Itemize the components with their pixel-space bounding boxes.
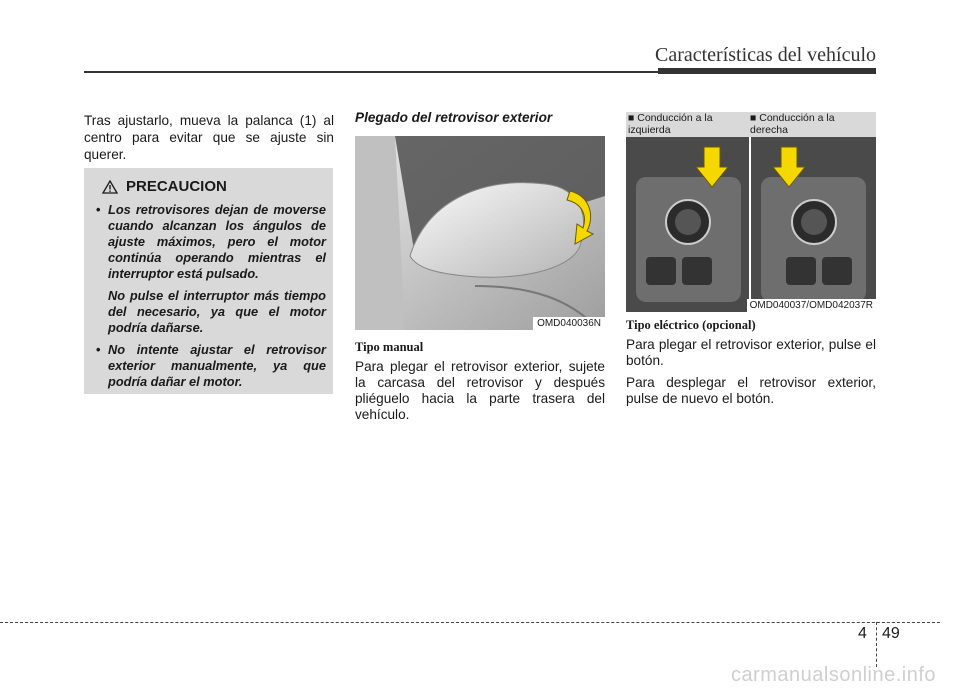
label-left-hand-drive: ■ Conducción a la izquierda [628, 112, 713, 136]
electric-text-unfold: Para desplegar el retrovisor exterior, pulse de nuevo el botón. [626, 375, 876, 406]
caution-heading [102, 178, 227, 195]
manual-section [355, 340, 605, 423]
caution-item: • Los retrovisores dejan de moverse cuando alcanzan los ángulos de ajuste máximos, pero el motor continúa operando mientras el interruptor está pulsado. No pulse el interruptor más tiempo del necesario, ya que el motor podría dañarse. [96, 202, 326, 335]
footer-divider [876, 622, 877, 667]
manual-text: Para plegar el retrovisor exterior, sujete la carcasa del retrovisor y después pliéguelo hacia la parte trasera del vehículo. [355, 359, 605, 422]
section-heading: Plegado del retrovisor exterior [355, 110, 553, 125]
caution-item-text: No intente ajustar el retrovisor exterior manualmente, ya que podría dañar el motor. [108, 342, 326, 389]
electric-section [626, 318, 876, 407]
sub-heading: Tipo manual [355, 340, 424, 354]
mirror-photo [355, 136, 605, 330]
mirror-illustration [355, 136, 605, 330]
caution-item-text: Los retrovisores dejan de moverse cuando alcanzan los ángulos de ajuste máximos, pero el motor continúa operando mientras el interruptor está pulsado. [108, 202, 326, 281]
watermark: carmanualsonline.info [730, 664, 936, 686]
footer-rule [0, 622, 940, 623]
intro-paragraph: Tras ajustarlo, mueva la palanca (1) al centro para evitar que se ajuste sin querer. [84, 113, 334, 162]
chapter-number: 4 [858, 625, 867, 642]
caution-title: PRECAUCION [126, 178, 227, 195]
caution-item: • No intente ajustar el retrovisor exterior manualmente, ya que podría dañar el motor. [96, 342, 326, 389]
image-labels [626, 112, 876, 137]
sub-heading: Tipo eléctrico (opcional) [626, 318, 756, 332]
switch-illustration [626, 137, 876, 312]
column-middle [355, 110, 605, 125]
label-right-hand-drive: ■ Conducción a la derecha [750, 112, 835, 136]
section-title: Características del vehículo [654, 44, 876, 66]
warning-icon [102, 180, 118, 194]
caution-list [96, 202, 326, 396]
image-code: OMD040037/OMD042037R [747, 299, 876, 312]
switch-photo [626, 137, 876, 312]
header-rule-accent [658, 68, 876, 74]
caution-box [84, 168, 333, 394]
electric-text-fold: Para plegar el retrovisor exterior, pulse el botón. [626, 337, 876, 368]
column-left [84, 112, 334, 163]
image-code: OMD040036N [533, 317, 605, 330]
page-number: 49 [882, 625, 900, 642]
caution-item-extra: No pulse el interruptor más tiempo del necesario, ya que el motor podría dañarse. [108, 288, 326, 335]
